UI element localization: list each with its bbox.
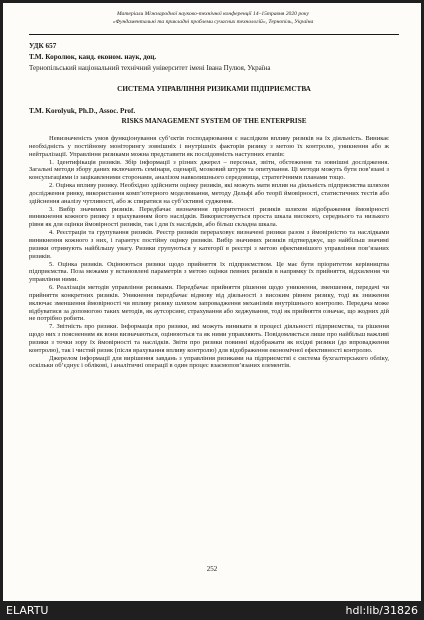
header-line-1: Матеріали Міжнародної науково-технічної конференції 14–15травня 2020 року — [116, 11, 310, 17]
author-ua: Т.М. Королюк, канд. економ. наук, доц. — [29, 53, 157, 61]
paragraph: 7. Звітність про ризики. Інформація про ризики, які можуть виникати в процесі діяльності підприємства, та рішення щодо них з поясненням як вони визначаються, оцінюються та як ними управляють. Повідомляється лише про найбільш важливі ризики з точки зору їх ймовірності та наслідків. Звіти про ризики повинні відображати як вхідні ризики (до впровадження контролю), так і чистий ризик (після врахування впливу контролю) для відображення економічної ефективності контролю. — [29, 323, 389, 354]
udk-code: УДК 657 — [29, 42, 57, 50]
paragraph: 1. Ідентифікація ризиків. Збір інформації з різних джерел – персонал, звіти, обстеження та зовнішні дослідження. Загальні методи збору даних включають семінари, сценарії, мозковий штурм та опитування. Ці методи можуть бути пов’язані з консультаціями із зацікавленими сторонами, аналізом навколишнього середовища, стратегічними планами тощо. — [29, 158, 389, 182]
paragraph: 3. Вибір значимих ризиків. Передбачає визначення пріоритетності ризиків шляхом відображення ймовірності виникнення кожного ризику з врахуванням його наслідків. Використовується проста шкала високого, середнього та низького рівня як для оцінки ймовірності ризиків, так і для їх наслідків, або більш складна шкала. — [29, 205, 389, 229]
handle-id: hdl:lib/31826 — [345, 604, 418, 617]
conference-header — [33, 10, 393, 26]
paragraph: Джерелом інформації для вирішення завдань з управління ризиками на підприємстві є система бухгалтерського обліку, оскільки об’єднує і облікові, і аналітичні операції в один процес взаємопов’язаних елементів. — [29, 354, 389, 370]
paragraph: 2. Оцінка впливу ризику. Необхідно здійснити оцінку ризиків, які можуть мати вплив на діяльність підприємства шляхом дослідження ринку, використання комп’ютерного моделювання, методу Дельфі або теорії ймовірності, статистичних тестів або здійснення аналізу чутливості, або ж спиратися на суб’єктивні судження. — [29, 182, 389, 205]
header-divider — [29, 34, 399, 35]
title-en: RISKS MANAGEMENT SYSTEM OF THE ENTERPRISE — [121, 117, 307, 125]
viewer-footer-bar — [0, 601, 424, 620]
paragraph: 4. Реєстрація та групування ризиків. Реєстр ризиків перераховує визначені ризики разом з ймовірністю та наслідками виникнення кожного з них, і гарантує постійну оцінку ризиків. Вибір значимих ризиків підтверджує, що найбільш значимі ризики отримують найбільшу увагу. Ризики групуються у категорії в реєстрі з метою ефективнішого управління пов’язаних ризиків. — [29, 229, 389, 260]
paragraph: 6. Реалізація методів управління ризиками. Передбачає прийняття рішення щодо уникнення, зменшення, передачі чи прийняття конкретних ризиків. Уникнення передбачає відмову від діяльності з високим рівнем ризику, тоді як зниження включає зменшення ймовірності чи впливу ризику шляхом запровадження механізмів внутрішнього контролю. Передача може відбуватися за допомогою таких методів, як аутсорсинг, страхування або хеджування, тоді як прийняття означає, що жодних дій не потрібно робити. — [29, 284, 389, 323]
author-en: T.M. Korolyuk, Ph.D., Assoc. Prof. — [29, 107, 136, 115]
paragraph: 5. Оцінка ризиків. Оцінюються ризики щодо прийняття їх підприємством. Це має бути пріоритетом керівництва підприємства. Поза межами у встановлені параметрів з метою оцінки певних ризиків в напрямку їх прийняття, відхилення чи управління ними. — [29, 260, 389, 284]
repository-label: ELARTU — [6, 604, 49, 617]
page-number: 252 — [206, 565, 218, 573]
institution: Тернопільський національний технічний університет імені Івана Пулюя, Україна — [29, 64, 271, 72]
header-line-2: «Фундаментальні та прикладні проблеми сучасних технологій», Тернопіль, Україна — [112, 19, 314, 25]
document-page — [3, 3, 421, 601]
title-ua: СИСТЕМА УПРАВЛІННЯ РИЗИКАМИ ПІДПРИЄМСТВА — [117, 85, 311, 93]
body-text — [29, 135, 389, 370]
paragraph: Невизначеність умов функціонування суб’єктів господарювання є наслідком впливу ризиків на їх діяльність. Виникає необхідність у постійному моніторингу зовнішніх і внутрішніх факторів ризику з метою їх контролю, уникнення або ж нейтралізації. Управління ризиками можна представити як послідовність наступних етапів: — [29, 135, 389, 158]
